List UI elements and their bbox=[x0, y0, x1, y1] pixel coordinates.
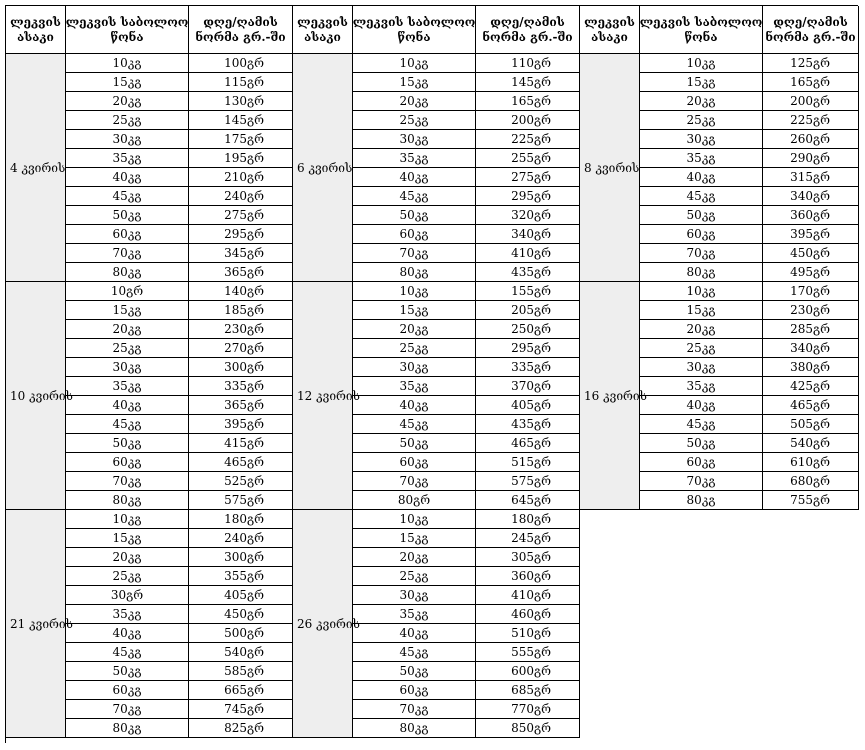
header-final-weight bbox=[353, 6, 476, 54]
weight-cell: 35კგ bbox=[353, 377, 476, 396]
norm-cell: 435გრ bbox=[476, 415, 580, 434]
norm-cell: 245გრ bbox=[476, 529, 580, 548]
norm-cell: 100გრ bbox=[189, 54, 293, 73]
weight-cell: 45კგ bbox=[640, 415, 763, 434]
weight-cell: 30კგ bbox=[353, 586, 476, 605]
weight-cell: 70კგ bbox=[640, 472, 763, 491]
weight-cell: 15კგ bbox=[66, 301, 189, 320]
norm-cell: 505გრ bbox=[763, 415, 859, 434]
weight-cell: 30კგ bbox=[353, 130, 476, 149]
weight-cell: 35კგ bbox=[640, 377, 763, 396]
norm-cell: 755გრ bbox=[763, 491, 859, 510]
header-daily-norm-line: ნორმა გრ.-ში bbox=[195, 29, 286, 44]
norm-cell: 540გრ bbox=[763, 434, 859, 453]
norm-cell: 500გრ bbox=[189, 624, 293, 643]
weight-cell: 10კგ bbox=[353, 510, 476, 529]
norm-cell: 240გრ bbox=[189, 529, 293, 548]
weight-cell: 15კგ bbox=[640, 301, 763, 320]
weight-cell: 60კგ bbox=[353, 681, 476, 700]
norm-cell: 145გრ bbox=[476, 73, 580, 92]
header-final-weight bbox=[66, 6, 189, 54]
weight-cell: 35კგ bbox=[353, 605, 476, 624]
norm-cell: 425გრ bbox=[763, 377, 859, 396]
weight-cell: 40კგ bbox=[353, 396, 476, 415]
weight-cell: 15კგ bbox=[353, 301, 476, 320]
norm-cell: 300გრ bbox=[189, 358, 293, 377]
age-cell: 4 კვირის bbox=[6, 54, 66, 282]
weight-cell: 35კგ bbox=[66, 149, 189, 168]
header-daily-norm bbox=[763, 6, 859, 54]
header-age-line: ასაკი bbox=[17, 29, 54, 44]
header-age bbox=[293, 6, 353, 54]
norm-cell: 745გრ bbox=[189, 700, 293, 719]
weight-cell: 15კგ bbox=[640, 73, 763, 92]
weight-cell: 80გრ bbox=[353, 491, 476, 510]
weight-cell: 80კგ bbox=[353, 263, 476, 282]
norm-cell: 275გრ bbox=[476, 168, 580, 187]
weight-cell: 15კგ bbox=[66, 73, 189, 92]
weight-cell: 80კგ bbox=[353, 719, 476, 738]
header-daily-norm-line: ნორმა გრ.-ში bbox=[482, 29, 573, 44]
header-final-weight-line: წონა bbox=[110, 29, 144, 44]
weight-cell: 70კგ bbox=[353, 700, 476, 719]
norm-cell: 575გრ bbox=[476, 472, 580, 491]
weight-cell: 60კგ bbox=[640, 225, 763, 244]
age-cell: 26 კვირის bbox=[293, 510, 353, 738]
weight-cell: 25კგ bbox=[640, 339, 763, 358]
weight-cell: 60კგ bbox=[66, 681, 189, 700]
weight-cell: 45კგ bbox=[66, 643, 189, 662]
header-final-weight-line: ლეკვის საბოლოო bbox=[639, 14, 763, 29]
norm-cell: 250გრ bbox=[476, 320, 580, 339]
header-final-weight-line: წონა bbox=[684, 29, 718, 44]
norm-cell: 270გრ bbox=[189, 339, 293, 358]
norm-cell: 155გრ bbox=[476, 282, 580, 301]
weight-cell: 50კგ bbox=[353, 434, 476, 453]
weight-cell: 40კგ bbox=[66, 396, 189, 415]
weight-cell: 70კგ bbox=[66, 244, 189, 263]
norm-cell: 495გრ bbox=[763, 263, 859, 282]
norm-cell: 450გრ bbox=[189, 605, 293, 624]
weight-cell: 40კგ bbox=[353, 624, 476, 643]
norm-cell: 205გრ bbox=[476, 301, 580, 320]
header-daily-norm-line: დღე/ღამის bbox=[203, 14, 278, 29]
header-daily-norm-line: ნორმა გრ.-ში bbox=[765, 29, 856, 44]
norm-cell: 200გრ bbox=[763, 92, 859, 111]
norm-cell: 685გრ bbox=[476, 681, 580, 700]
weight-cell: 20კგ bbox=[353, 548, 476, 567]
norm-cell: 185გრ bbox=[189, 301, 293, 320]
norm-cell: 170გრ bbox=[763, 282, 859, 301]
norm-cell: 340გრ bbox=[763, 187, 859, 206]
norm-cell: 365გრ bbox=[189, 263, 293, 282]
weight-cell: 80კგ bbox=[66, 263, 189, 282]
header-age bbox=[6, 6, 66, 54]
norm-cell: 210გრ bbox=[189, 168, 293, 187]
header-daily-norm bbox=[189, 6, 293, 54]
norm-cell: 345გრ bbox=[189, 244, 293, 263]
norm-cell: 465გრ bbox=[476, 434, 580, 453]
norm-cell: 395გრ bbox=[189, 415, 293, 434]
header-age-line: ლეკვის bbox=[297, 14, 348, 29]
weight-cell: 35კგ bbox=[640, 149, 763, 168]
age-cell: 12 კვირის bbox=[293, 282, 353, 510]
weight-cell: 45კგ bbox=[353, 643, 476, 662]
weight-cell: 15კგ bbox=[353, 73, 476, 92]
weight-cell: 25კგ bbox=[66, 567, 189, 586]
norm-cell: 320გრ bbox=[476, 206, 580, 225]
norm-cell: 125გრ bbox=[763, 54, 859, 73]
norm-cell: 460გრ bbox=[476, 605, 580, 624]
norm-cell: 515გრ bbox=[476, 453, 580, 472]
norm-cell: 175გრ bbox=[189, 130, 293, 149]
norm-cell: 410გრ bbox=[476, 244, 580, 263]
norm-cell: 770გრ bbox=[476, 700, 580, 719]
weight-cell: 10კგ bbox=[640, 54, 763, 73]
norm-cell: 240გრ bbox=[189, 187, 293, 206]
norm-cell: 610გრ bbox=[763, 453, 859, 472]
norm-cell: 145გრ bbox=[189, 111, 293, 130]
weight-cell: 20კგ bbox=[66, 320, 189, 339]
norm-cell: 575გრ bbox=[189, 491, 293, 510]
norm-cell: 315გრ bbox=[763, 168, 859, 187]
weight-cell: 40კგ bbox=[640, 396, 763, 415]
weight-cell: 25კგ bbox=[353, 339, 476, 358]
norm-cell: 340გრ bbox=[763, 339, 859, 358]
weight-cell: 30გრ bbox=[66, 586, 189, 605]
weight-cell: 25კგ bbox=[353, 567, 476, 586]
weight-cell: 35კგ bbox=[66, 377, 189, 396]
norm-cell: 395გრ bbox=[763, 225, 859, 244]
weight-cell: 20კგ bbox=[353, 92, 476, 111]
norm-cell: 370გრ bbox=[476, 377, 580, 396]
weight-cell: 25კგ bbox=[640, 111, 763, 130]
norm-cell: 355გრ bbox=[189, 567, 293, 586]
age-cell: 10 კვირის bbox=[6, 282, 66, 510]
weight-cell: 50კგ bbox=[640, 434, 763, 453]
norm-cell: 465გრ bbox=[763, 396, 859, 415]
weight-cell: 45კგ bbox=[353, 187, 476, 206]
norm-cell: 665გრ bbox=[189, 681, 293, 700]
weight-cell: 40კგ bbox=[640, 168, 763, 187]
header-daily-norm bbox=[476, 6, 580, 54]
norm-cell: 645გრ bbox=[476, 491, 580, 510]
weight-cell: 35კგ bbox=[353, 149, 476, 168]
norm-cell: 450გრ bbox=[763, 244, 859, 263]
norm-cell: 200გრ bbox=[476, 111, 580, 130]
norm-cell: 360გრ bbox=[476, 567, 580, 586]
weight-cell: 60კგ bbox=[66, 453, 189, 472]
weight-cell: 15კგ bbox=[66, 529, 189, 548]
norm-cell: 510გრ bbox=[476, 624, 580, 643]
weight-cell: 30კგ bbox=[66, 358, 189, 377]
weight-cell: 70კგ bbox=[353, 244, 476, 263]
norm-cell: 195გრ bbox=[189, 149, 293, 168]
norm-cell: 225გრ bbox=[476, 130, 580, 149]
weight-cell: 80კგ bbox=[640, 263, 763, 282]
weight-cell: 80კგ bbox=[66, 719, 189, 738]
norm-cell: 165გრ bbox=[476, 92, 580, 111]
weight-cell: 50კგ bbox=[640, 206, 763, 225]
header-final-weight bbox=[640, 6, 763, 54]
norm-cell: 260გრ bbox=[763, 130, 859, 149]
norm-cell: 365გრ bbox=[189, 396, 293, 415]
norm-cell: 825გრ bbox=[189, 719, 293, 738]
norm-cell: 130გრ bbox=[189, 92, 293, 111]
weight-cell: 50კგ bbox=[353, 662, 476, 681]
weight-cell: 60კგ bbox=[66, 225, 189, 244]
weight-cell: 30კგ bbox=[640, 130, 763, 149]
weight-cell: 10კგ bbox=[353, 282, 476, 301]
norm-cell: 230გრ bbox=[189, 320, 293, 339]
norm-cell: 285გრ bbox=[763, 320, 859, 339]
weight-cell: 70კგ bbox=[353, 472, 476, 491]
norm-cell: 410გრ bbox=[476, 586, 580, 605]
norm-cell: 225გრ bbox=[763, 111, 859, 130]
weight-cell: 50კგ bbox=[66, 206, 189, 225]
weight-cell: 80კგ bbox=[66, 491, 189, 510]
norm-cell: 600გრ bbox=[476, 662, 580, 681]
header-age-line: ლეკვის bbox=[10, 14, 61, 29]
norm-cell: 295გრ bbox=[476, 339, 580, 358]
weight-cell: 60კგ bbox=[640, 453, 763, 472]
weight-cell: 40კგ bbox=[66, 624, 189, 643]
header-final-weight-line: ლეკვის საბოლოო bbox=[65, 14, 189, 29]
weight-cell: 45კგ bbox=[66, 415, 189, 434]
norm-cell: 275გრ bbox=[189, 206, 293, 225]
weight-cell: 25კგ bbox=[66, 339, 189, 358]
norm-cell: 360გრ bbox=[763, 206, 859, 225]
weight-cell: 25კგ bbox=[66, 111, 189, 130]
puppy-feeding-table bbox=[5, 5, 858, 743]
norm-cell: 465გრ bbox=[189, 453, 293, 472]
header-age bbox=[580, 6, 640, 54]
norm-cell: 335გრ bbox=[189, 377, 293, 396]
weight-cell: 45კგ bbox=[353, 415, 476, 434]
weight-cell: 20კგ bbox=[66, 548, 189, 567]
weight-cell: 10კგ bbox=[66, 510, 189, 529]
weight-cell: 10კგ bbox=[66, 54, 189, 73]
norm-cell: 850გრ bbox=[476, 719, 580, 738]
norm-cell: 585გრ bbox=[189, 662, 293, 681]
header-daily-norm-line: დღე/ღამის bbox=[490, 14, 565, 29]
weight-cell: 30კგ bbox=[353, 358, 476, 377]
weight-cell: 80კგ bbox=[640, 491, 763, 510]
header-final-weight-line: ლეკვის საბოლოო bbox=[352, 14, 476, 29]
norm-cell: 555გრ bbox=[476, 643, 580, 662]
norm-cell: 180გრ bbox=[476, 510, 580, 529]
header-age-line: ასაკი bbox=[304, 29, 341, 44]
header-daily-norm-line: დღე/ღამის bbox=[773, 14, 848, 29]
norm-cell: 255გრ bbox=[476, 149, 580, 168]
header-age-line: ასაკი bbox=[591, 29, 628, 44]
norm-cell: 290გრ bbox=[763, 149, 859, 168]
norm-cell: 405გრ bbox=[476, 396, 580, 415]
weight-cell: 50კგ bbox=[66, 662, 189, 681]
weight-cell: 20კგ bbox=[66, 92, 189, 111]
norm-cell: 415გრ bbox=[189, 434, 293, 453]
weight-cell: 60კგ bbox=[353, 225, 476, 244]
weight-cell: 25კგ bbox=[353, 111, 476, 130]
weight-cell: 10კგ bbox=[640, 282, 763, 301]
norm-cell: 405გრ bbox=[189, 586, 293, 605]
weight-cell: 10კგ bbox=[353, 54, 476, 73]
age-cell: 16 კვირის bbox=[580, 282, 640, 510]
norm-cell: 680გრ bbox=[763, 472, 859, 491]
norm-cell: 295გრ bbox=[476, 187, 580, 206]
age-cell: 6 კვირის bbox=[293, 54, 353, 282]
norm-cell: 230გრ bbox=[763, 301, 859, 320]
weight-cell: 10გრ bbox=[66, 282, 189, 301]
norm-cell: 165გრ bbox=[763, 73, 859, 92]
age-cell: 21 კვირის bbox=[6, 510, 66, 738]
weight-cell: 40კგ bbox=[66, 168, 189, 187]
weight-cell: 60კგ bbox=[353, 453, 476, 472]
weight-cell: 45კგ bbox=[66, 187, 189, 206]
weight-cell: 35კგ bbox=[66, 605, 189, 624]
age-cell: 8 კვირის bbox=[580, 54, 640, 282]
norm-cell: 435გრ bbox=[476, 263, 580, 282]
norm-cell: 300გრ bbox=[189, 548, 293, 567]
norm-cell: 335გრ bbox=[476, 358, 580, 377]
weight-cell: 15კგ bbox=[353, 529, 476, 548]
norm-cell: 525გრ bbox=[189, 472, 293, 491]
header-final-weight-line: წონა bbox=[397, 29, 431, 44]
norm-cell: 140გრ bbox=[189, 282, 293, 301]
norm-cell: 340გრ bbox=[476, 225, 580, 244]
norm-cell: 110გრ bbox=[476, 54, 580, 73]
weight-cell: 50კგ bbox=[66, 434, 189, 453]
header-age-line: ლეკვის bbox=[584, 14, 635, 29]
norm-cell: 380გრ bbox=[763, 358, 859, 377]
weight-cell: 50კგ bbox=[353, 206, 476, 225]
weight-cell: 40კგ bbox=[353, 168, 476, 187]
weight-cell: 30კგ bbox=[66, 130, 189, 149]
weight-cell: 45კგ bbox=[640, 187, 763, 206]
norm-cell: 115გრ bbox=[189, 73, 293, 92]
weight-cell: 20კგ bbox=[640, 92, 763, 111]
norm-cell: 540გრ bbox=[189, 643, 293, 662]
norm-cell: 305გრ bbox=[476, 548, 580, 567]
norm-cell: 295გრ bbox=[189, 225, 293, 244]
norm-cell: 180გრ bbox=[189, 510, 293, 529]
weight-cell: 30კგ bbox=[640, 358, 763, 377]
weight-cell: 20კგ bbox=[353, 320, 476, 339]
weight-cell: 70კგ bbox=[66, 700, 189, 719]
weight-cell: 70კგ bbox=[640, 244, 763, 263]
weight-cell: 20კგ bbox=[640, 320, 763, 339]
weight-cell: 70კგ bbox=[66, 472, 189, 491]
